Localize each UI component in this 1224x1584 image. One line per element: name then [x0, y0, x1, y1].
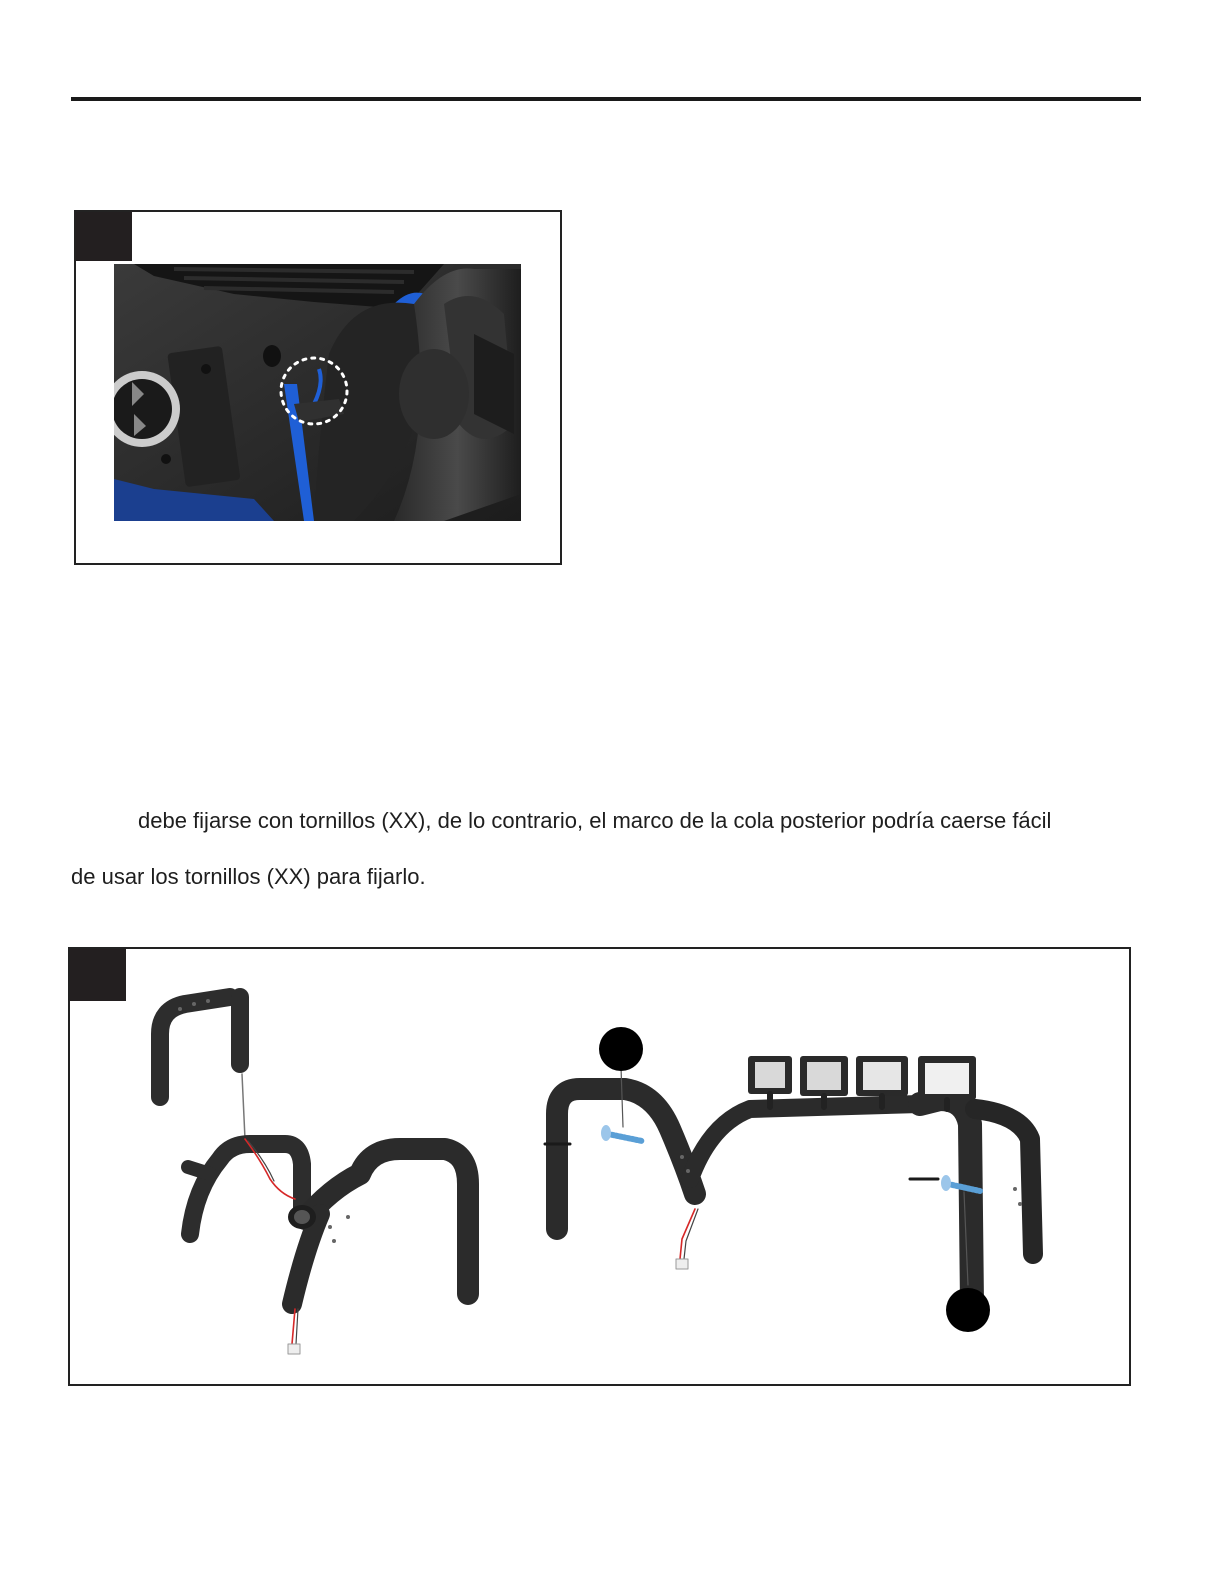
roll-bar-assembly-illustration	[70, 949, 1129, 1384]
header-rule	[71, 97, 1141, 101]
instruction-text-line-1: debe fijarse con tornillos (XX), de lo contrario, el marco de la cola posterior podría caerse fácil	[138, 808, 1052, 833]
instruction-text-line-2: de usar los tornillos (XX) para fijarlo.	[71, 864, 426, 889]
vehicle-closeup-photo	[114, 264, 521, 521]
assembled-roll-bar	[545, 1089, 1033, 1304]
step-number-tab	[76, 212, 132, 261]
screw-icon	[601, 1125, 980, 1191]
black-circle-icon	[946, 1288, 990, 1332]
black-circle-icon	[599, 1027, 643, 1071]
figure-step-1	[74, 210, 562, 565]
exploded-roll-bar-parts	[160, 997, 468, 1354]
figure-step-2	[68, 947, 1131, 1386]
